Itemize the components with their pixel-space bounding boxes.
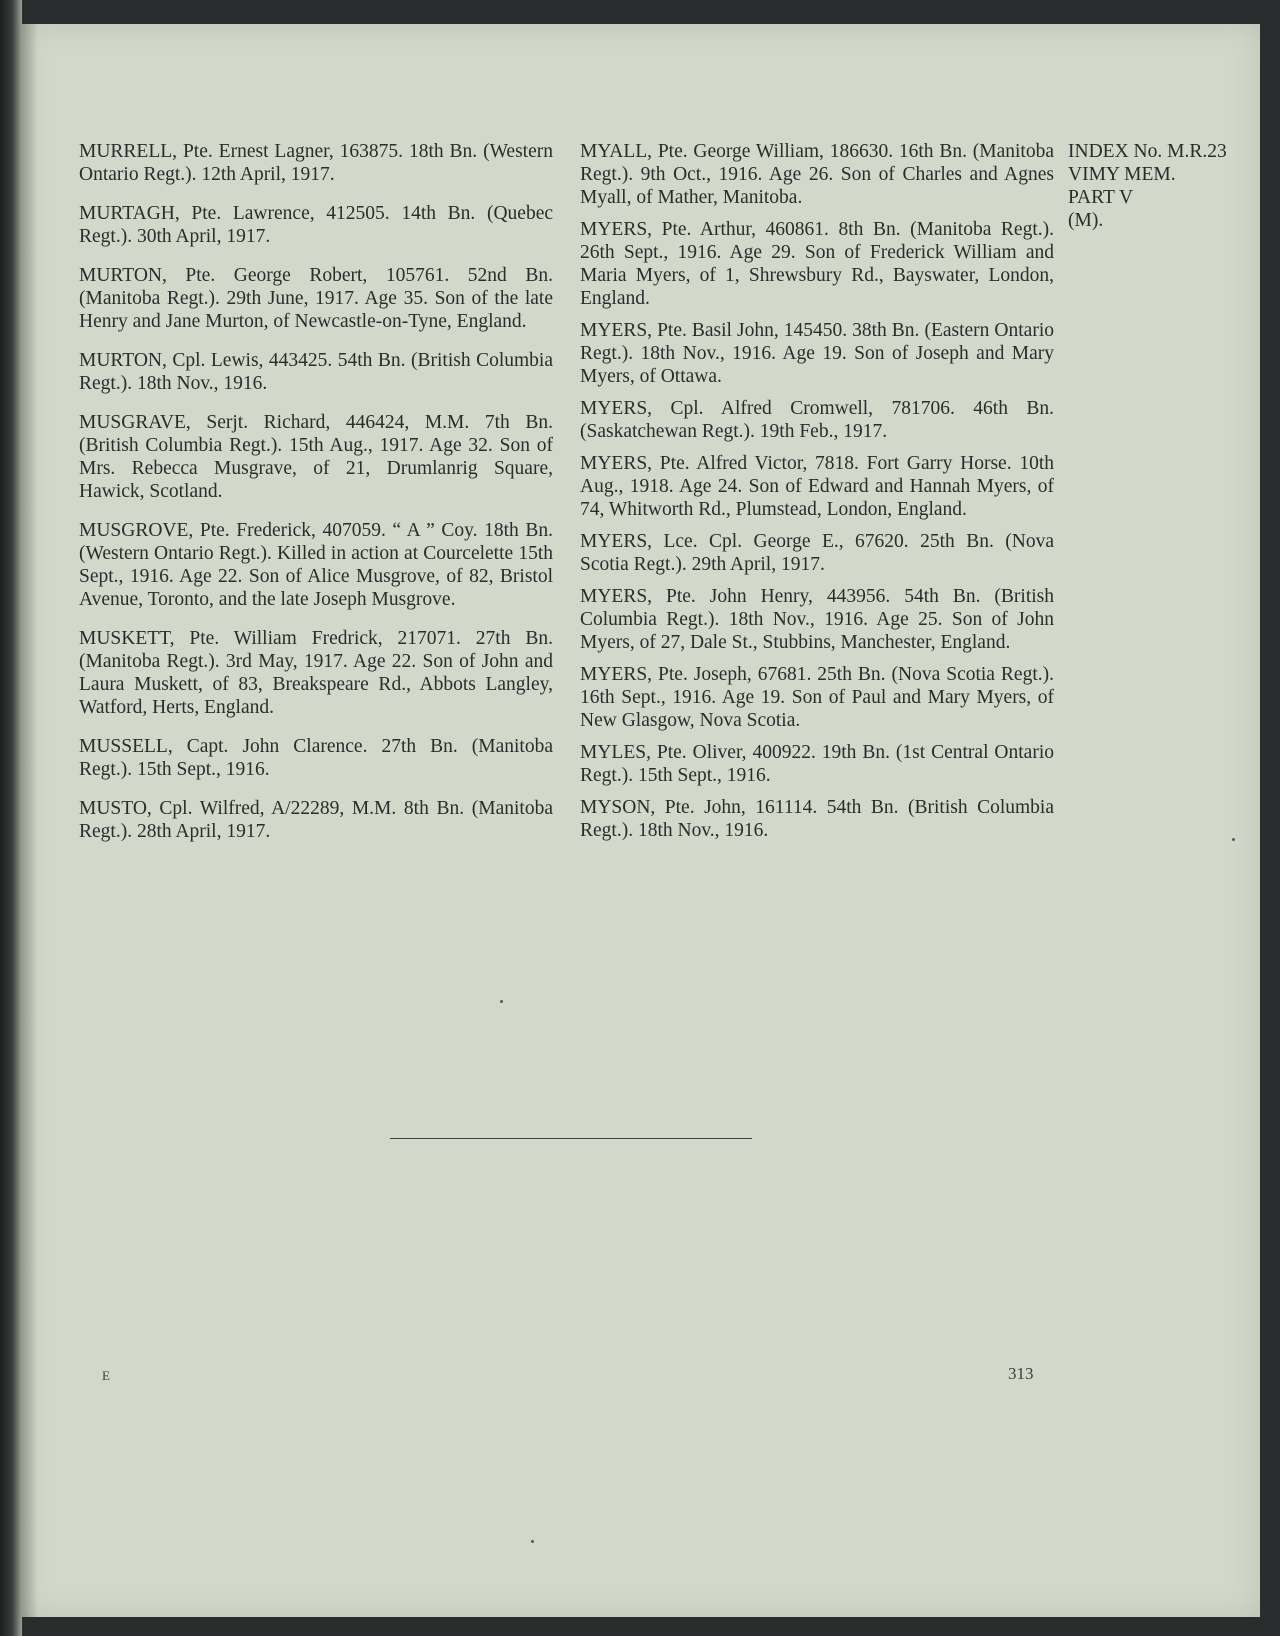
roll-entry: MYERS, Pte. Alfred Victor, 7818. Fort Garry Horse. 10th Aug., 1918. Age 24. Son of Edward and Hannah Myers, of 74, Whitworth Rd., Plumstead, London, England. <box>580 453 1054 520</box>
index-reference <box>1068 140 1268 232</box>
roll-entry: MURTON, Pte. George Robert, 105761. 52nd Bn. (Manitoba Regt.). 29th June, 1917. Age 35. Son of the late Henry and Jane Murton, of Newcastle-on-Tyne, England. <box>79 265 553 332</box>
roll-entry: MUSSELL, Capt. John Clarence. 27th Bn. (Manitoba Regt.). 15th Sept., 1916. <box>79 736 553 780</box>
roll-entry: MYERS, Cpl. Alfred Cromwell, 781706. 46th Bn. (Saskatchewan Regt.). 19th Feb., 1917. <box>580 398 1054 442</box>
section-divider-rule <box>390 1138 752 1139</box>
paper-speck <box>531 1540 534 1543</box>
roll-entry: MURTON, Cpl. Lewis, 443425. 54th Bn. (British Columbia Regt.). 18th Nov., 1916. <box>79 350 553 394</box>
roll-entry: MUSKETT, Pte. William Fredrick, 217071. 27th Bn. (Manitoba Regt.). 3rd May, 1917. Age 22. Son of John and Laura Muskett, of 83, Breakspeare Rd., Abbots Langley, Watford, Herts, England. <box>79 628 553 718</box>
roll-entry: MUSTO, Cpl. Wilfred, A/22289, M.M. 8th Bn. (Manitoba Regt.). 28th April, 1917. <box>79 798 553 842</box>
roll-entry: MURRELL, Pte. Ernest Lagner, 163875. 18th Bn. (Western Ontario Regt.). 12th April, 1917. <box>79 141 553 185</box>
roll-entry: MUSGRAVE, Serjt. Richard, 446424, M.M. 7th Bn. (British Columbia Regt.). 15th Aug., 1917. Age 32. Son of Mrs. Rebecca Musgrave, of 21, Drumlanrig Square, Hawick, Scotland. <box>79 412 553 502</box>
roll-entry: MYLES, Pte. Oliver, 400922. 19th Bn. (1st Central Ontario Regt.). 15th Sept., 1916. <box>580 742 1054 786</box>
roll-entry: MURTAGH, Pte. Lawrence, 412505. 14th Bn. (Quebec Regt.). 30th April, 1917. <box>79 203 553 247</box>
roll-entry: MYERS, Pte. John Henry, 443956. 54th Bn. (British Columbia Regt.). 18th Nov., 1916. Age 25. Son of John Myers, of 27, Dale St., Stubbins, Manchester, England. <box>580 586 1054 653</box>
letter-section: (M). <box>1068 210 1104 231</box>
part-number: PART V <box>1068 187 1134 208</box>
roll-entry: MYERS, Lce. Cpl. George E., 67620. 25th Bn. (Nova Scotia Regt.). 29th April, 1917. <box>580 531 1054 575</box>
page-number: 313 <box>1008 1364 1034 1383</box>
page-binding-shadow <box>22 24 38 1617</box>
roll-entry: MYERS, Pte. Arthur, 460861. 8th Bn. (Manitoba Regt.). 26th Sept., 1916. Age 29. Son of Frederick William and Maria Myers, of 1, Shrewsbury Rd., Bayswater, London, England. <box>580 219 1054 309</box>
index-number: INDEX No. M.R.23 <box>1068 141 1227 162</box>
roll-entry: MYERS, Pte. Basil John, 145450. 38th Bn. (Eastern Ontario Regt.). 18th Nov., 1916. Age 19. Son of Joseph and Mary Myers, of Ottawa. <box>580 320 1054 387</box>
roll-entry: MYSON, Pte. John, 161114. 54th Bn. (British Columbia Regt.). 18th Nov., 1916. <box>580 797 1054 841</box>
memorial-name: VIMY MEM. <box>1068 164 1176 185</box>
left-column <box>79 140 553 859</box>
right-column <box>580 140 1054 851</box>
paper-speck <box>1232 838 1235 841</box>
roll-entry: MYALL, Pte. George William, 186630. 16th Bn. (Manitoba Regt.). 9th Oct., 1916. Age 26. Son of Charles and Agnes Myall, of Mather, Manitoba. <box>580 141 1054 208</box>
signature-mark: E <box>102 1368 111 1383</box>
roll-entry: MUSGROVE, Pte. Frederick, 407059. “ A ” Coy. 18th Bn. (Western Ontario Regt.). Killed in action at Courcelette 15th Sept., 1916. Age 22. Son of Alice Musgrove, of 82, Bristol Avenue, Toronto, and the late Joseph Musgrove. <box>79 520 553 610</box>
book-gutter <box>0 0 22 1636</box>
roll-entry: MYERS, Pte. Joseph, 67681. 25th Bn. (Nova Scotia Regt.). 16th Sept., 1916. Age 19. Son of Paul and Mary Myers, of New Glasgow, Nova Scotia. <box>580 664 1054 731</box>
paper-speck <box>500 1000 503 1003</box>
